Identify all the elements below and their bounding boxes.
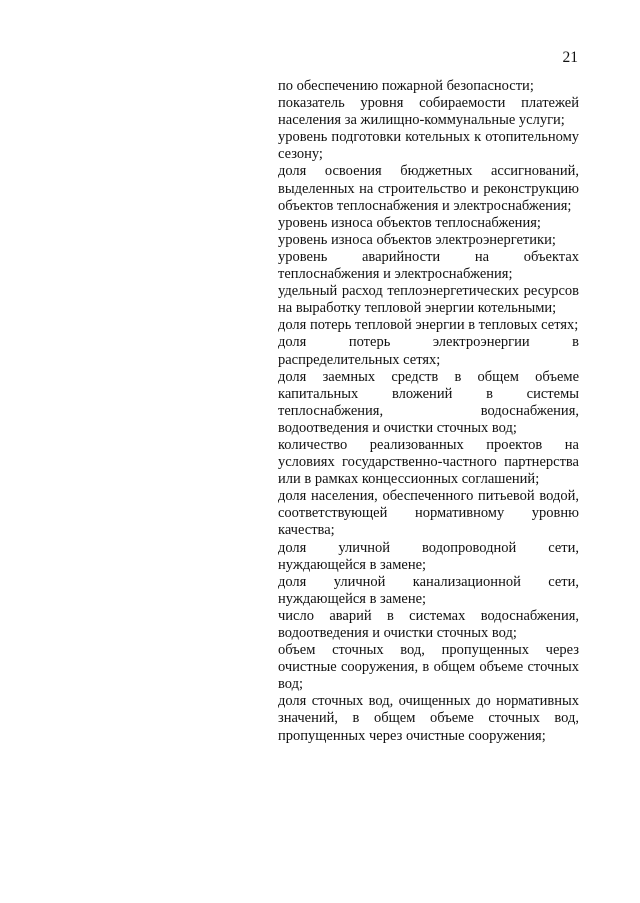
list-item: доля населения, обеспеченного питьевой водой, соответствующей нормативному уровню качества; [278,488,579,539]
list-item: уровень износа объектов электроэнергетики; [278,231,556,248]
list-item: уровень износа объектов теплоснабжения; [278,214,541,231]
page-number: 21 [562,49,578,66]
list-item: доля уличной водопроводной сети, нуждающейся в замене; [278,539,579,573]
list-item: доля уличной канализационной сети, нуждающейся в замене; [278,573,579,607]
list-item: доля освоения бюджетных ассигнований, выделенных на строительство и реконструкцию объектов теплоснабжения и электроснабжения; [278,163,579,214]
list-item: количество реализованных проектов на условиях государственно-частного партнерства или в рамках концессионных соглашений; [278,436,579,488]
list-item: доля заемных средств в общем объеме капитальных вложений в системы теплоснабжения, водоснабжения, водоотведения и очистки сточных вод; [278,368,579,436]
indicator-list [278,78,579,745]
list-item: доля сточных вод, очищенных до нормативных значений, в общем объеме сточных вод, пропущенных через очистные сооружения; [278,693,579,744]
list-item: уровень подготовки котельных к отопительному сезону; [278,129,579,163]
list-item: число аварий в системах водоснабжения, водоотведения и очистки сточных вод; [278,607,579,641]
list-item: удельный расход теплоэнергетических ресурсов на выработку тепловой энергии котельными; [278,283,579,317]
list-item: доля потерь тепловой энергии в тепловых сетях; [278,317,579,334]
list-item: объем сточных вод, пропущенных через очистные сооружения, в общем объеме сточных вод; [278,642,579,693]
list-item: доля потерь электроэнергии в распределительных сетях; [278,334,579,368]
list-item: уровень аварийности на объектах теплоснабжения и электроснабжения; [278,248,579,283]
list-item: по обеспечению пожарной безопасности; [278,78,534,94]
list-item: показатель уровня собираемости платежей населения за жилищно-коммунальные услуги; [278,95,579,129]
